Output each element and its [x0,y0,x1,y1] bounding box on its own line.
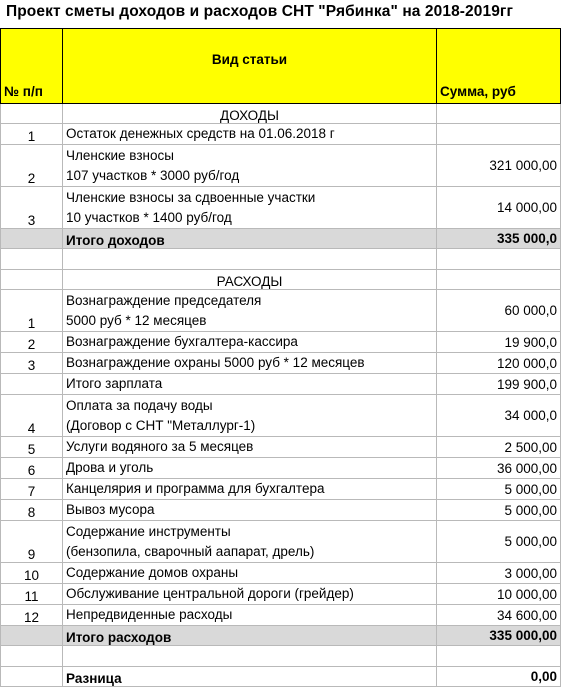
row-item-line1: Членские взносы [66,148,174,163]
row-number: 5 [1,437,63,458]
spacer-cell [63,249,437,270]
row-item-line1: Канцелярия и программа для бухгалтера [66,481,325,496]
row-item-line1: Обслуживание центральной дороги (грейдер) [66,586,354,601]
row-item-line1: Вознаграждение бухгалтера-кассира [66,334,298,349]
table-row [1,500,561,521]
row-item [63,479,437,500]
row-item [63,187,437,229]
row-sum: 3 000,00 [437,563,561,584]
row-item-line1: Содержание домов охраны [66,565,239,580]
total-row [1,626,561,646]
row-item-line2: 5000 руб * 12 месяцев [66,313,207,328]
section-sum-cell [437,104,561,124]
row-item-line1: Содержание инструменты [66,524,231,539]
section-label: РАСХОДЫ [63,270,437,290]
spacer-row [1,646,561,667]
row-sum: 36 000,00 [437,458,561,479]
section-sum-cell [437,270,561,290]
row-item [63,584,437,605]
row-item [63,353,437,374]
spacer-cell [1,249,63,270]
row-number: 2 [1,332,63,353]
row-number [1,374,63,395]
table-row [1,563,561,584]
table-row [1,353,561,374]
row-number: 1 [1,124,63,145]
header-num: № п/п [1,29,63,104]
spacer-cell [437,646,561,667]
row-item-line2: (бензопила, сварочный аапарат, дрель) [66,544,315,559]
row-item-line1: Дрова и уголь [66,460,154,475]
row-item-line1: Непредвиденные расходы [66,607,233,622]
row-number: 12 [1,605,63,626]
row-item-line2: (Договор с СНТ "Металлург-1) [66,418,256,433]
row-item [63,374,437,395]
table-row [1,374,561,395]
section-heading-row [1,270,561,290]
row-item [63,458,437,479]
header-sum: Сумма, руб [437,29,561,104]
row-item [63,521,437,563]
row-item-line2: 107 участков * 3000 руб/год [66,168,240,183]
total-label: Итого расходов [63,626,437,646]
budget-table [0,28,561,687]
total-row [1,229,561,249]
row-item [63,145,437,187]
row-item-line1: Остаток денежных средств на 01.06.2018 г [66,126,335,141]
table-row [1,145,561,187]
difference-num-cell [1,667,63,687]
table-row [1,395,561,437]
row-sum: 5 000,00 [437,521,561,563]
row-sum: 10 000,00 [437,584,561,605]
table-header-row [1,29,561,104]
table-row [1,437,561,458]
row-number: 10 [1,563,63,584]
row-sum: 2 500,00 [437,437,561,458]
row-item [63,605,437,626]
row-sum: 5 000,00 [437,500,561,521]
header-item: Вид статьи [63,29,437,104]
total-num-cell [1,229,63,249]
row-number: 3 [1,187,63,229]
row-number: 1 [1,290,63,332]
table-row [1,479,561,500]
row-number: 8 [1,500,63,521]
difference-label: Разница [63,667,437,687]
row-item [63,332,437,353]
row-item-line1: Вывоз мусора [66,502,155,517]
spacer-row [1,249,561,270]
table-row [1,605,561,626]
row-sum: 60 000,0 [437,290,561,332]
row-item-line1: Вознаграждение председателя [66,293,262,308]
row-sum: 199 900,0 [437,374,561,395]
row-number: 9 [1,521,63,563]
section-num-cell [1,104,63,124]
row-sum: 5 000,00 [437,479,561,500]
document-title: Проект сметы доходов и расходов СНТ "Рябинка" на 2018-2019гг [6,3,514,20]
row-item [63,437,437,458]
row-item-line1: Итого зарплата [66,376,163,391]
row-number: 3 [1,353,63,374]
row-sum: 120 000,0 [437,353,561,374]
row-item [63,500,437,521]
section-num-cell [1,270,63,290]
total-sum: 335 000,0 [437,229,561,249]
row-item [63,395,437,437]
row-sum: 34 000,0 [437,395,561,437]
row-item [63,563,437,584]
row-item-line1: Услуги водяного за 5 месяцев [66,439,254,454]
row-number: 4 [1,395,63,437]
table-row [1,187,561,229]
total-num-cell [1,626,63,646]
row-sum: 321 000,00 [437,145,561,187]
total-label: Итого доходов [63,229,437,249]
table-row [1,124,561,145]
table-row [1,458,561,479]
difference-sum: 0,00 [437,667,561,687]
row-number: 11 [1,584,63,605]
row-item [63,124,437,145]
row-item-line1: Оплата за подачу воды [66,398,213,413]
spacer-cell [1,646,63,667]
row-item-line1: Вознаграждение охраны 5000 руб * 12 месяцев [66,355,365,370]
row-sum: 14 000,00 [437,187,561,229]
table-row [1,584,561,605]
difference-row [1,667,561,687]
row-number: 6 [1,458,63,479]
section-heading-row [1,104,561,124]
table-row [1,290,561,332]
row-sum: 19 900,0 [437,332,561,353]
row-item-line2: 10 участков * 1400 руб/год [66,210,232,225]
row-item [63,290,437,332]
row-item-line1: Членские взносы за сдвоенные участки [66,190,316,205]
table-row [1,521,561,563]
row-number: 2 [1,145,63,187]
row-sum: 34 600,00 [437,605,561,626]
table-row [1,332,561,353]
spacer-cell [437,249,561,270]
total-sum: 335 000,00 [437,626,561,646]
section-label: ДОХОДЫ [63,104,437,124]
spacer-cell [63,646,437,667]
row-number: 7 [1,479,63,500]
row-sum [437,124,561,145]
